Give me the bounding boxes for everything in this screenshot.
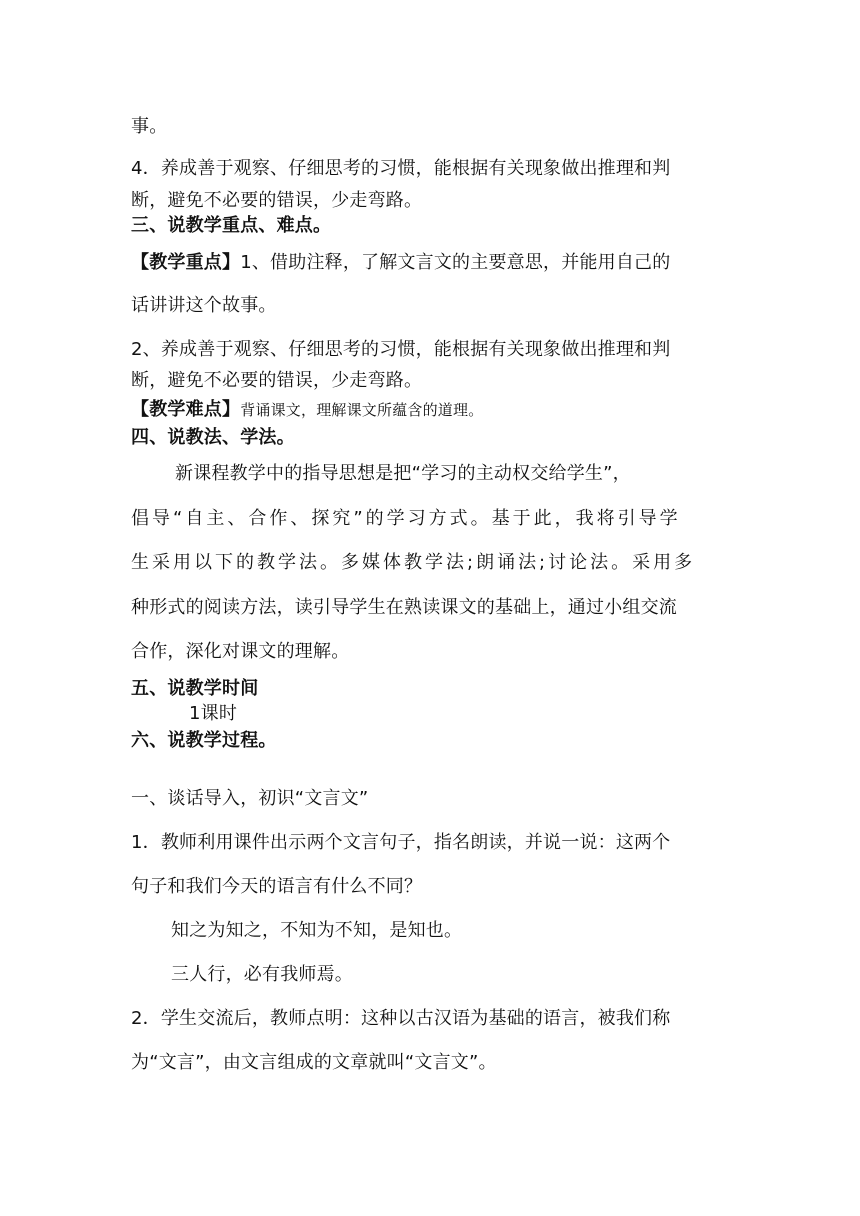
methods-paragraph-line-5: 合作，深化对课文的理解。 bbox=[131, 641, 350, 662]
difficult-point-line bbox=[131, 398, 483, 422]
key-point-text: 1、借助注释，了解文言文的主要意思，并能用自己的 bbox=[240, 252, 671, 273]
process-step-1-item-1-line-1: 1．教师利用课件出示两个文言句子，指名朗读，并说一说：这两个 bbox=[131, 832, 671, 853]
key-point-label: 【教学重点】 bbox=[131, 252, 241, 273]
methods-paragraph-line-1: 新课程教学中的指导思想是把“学习的主动权交给学生”， bbox=[175, 463, 631, 484]
section-heading-time: 五、说教学时间 bbox=[131, 678, 259, 699]
classical-quote-2: 三人行，必有我师焉。 bbox=[171, 964, 353, 985]
goal-item-4-line-1: 4．养成善于观察、仔细思考的习惯，能根据有关现象做出推理和判 bbox=[131, 158, 671, 179]
key-point-line-2: 话讲讲这个故事。 bbox=[131, 295, 277, 316]
methods-paragraph-line-2: 倡导“自主、合作、探究”的学习方式。基于此，我将引导学 bbox=[131, 508, 681, 529]
key-point-line-1 bbox=[131, 251, 670, 275]
text-line-continuation: 事。 bbox=[131, 116, 168, 137]
goal-item-4-line-2: 断，避免不必要的错误，少走弯路。 bbox=[131, 190, 423, 211]
key-point-item-2-line-2: 断，避免不必要的错误，少走弯路。 bbox=[131, 370, 423, 391]
classical-quote-1: 知之为知之，不知为不知，是知也。 bbox=[171, 920, 463, 941]
process-step-1-item-1-line-2: 句子和我们今天的语言有什么不同？ bbox=[131, 876, 423, 897]
difficult-point-text: 背诵课文，理解课文所蕴含的道理。 bbox=[240, 401, 484, 419]
section-heading-key-points: 三、说教学重点、难点。 bbox=[131, 215, 332, 236]
methods-paragraph-line-4: 种形式的阅读方法，读引导学生在熟读课文的基础上，通过小组交流 bbox=[131, 597, 677, 618]
process-step-1-title: 一、谈话导入，初识“文言文” bbox=[131, 788, 369, 809]
difficult-point-label: 【教学难点】 bbox=[131, 399, 241, 420]
process-step-1-item-2-line-1: 2．学生交流后，教师点明：这种以古汉语为基础的语言，被我们称 bbox=[131, 1008, 671, 1029]
section-heading-methods: 四、说教法、学法。 bbox=[131, 427, 295, 448]
key-point-item-2-line-1: 2、养成善于观察、仔细思考的习惯，能根据有关现象做出推理和判 bbox=[131, 339, 671, 360]
process-step-1-item-2-line-2: 为“文言”，由文言组成的文章就叫“文言文”。 bbox=[131, 1052, 497, 1073]
methods-paragraph-line-3: 生采用以下的教学法。多媒体教学法;朗诵法;讨论法。采用多 bbox=[131, 552, 696, 573]
teaching-time-value: 1课时 bbox=[189, 703, 238, 724]
section-heading-process: 六、说教学过程。 bbox=[131, 730, 277, 751]
